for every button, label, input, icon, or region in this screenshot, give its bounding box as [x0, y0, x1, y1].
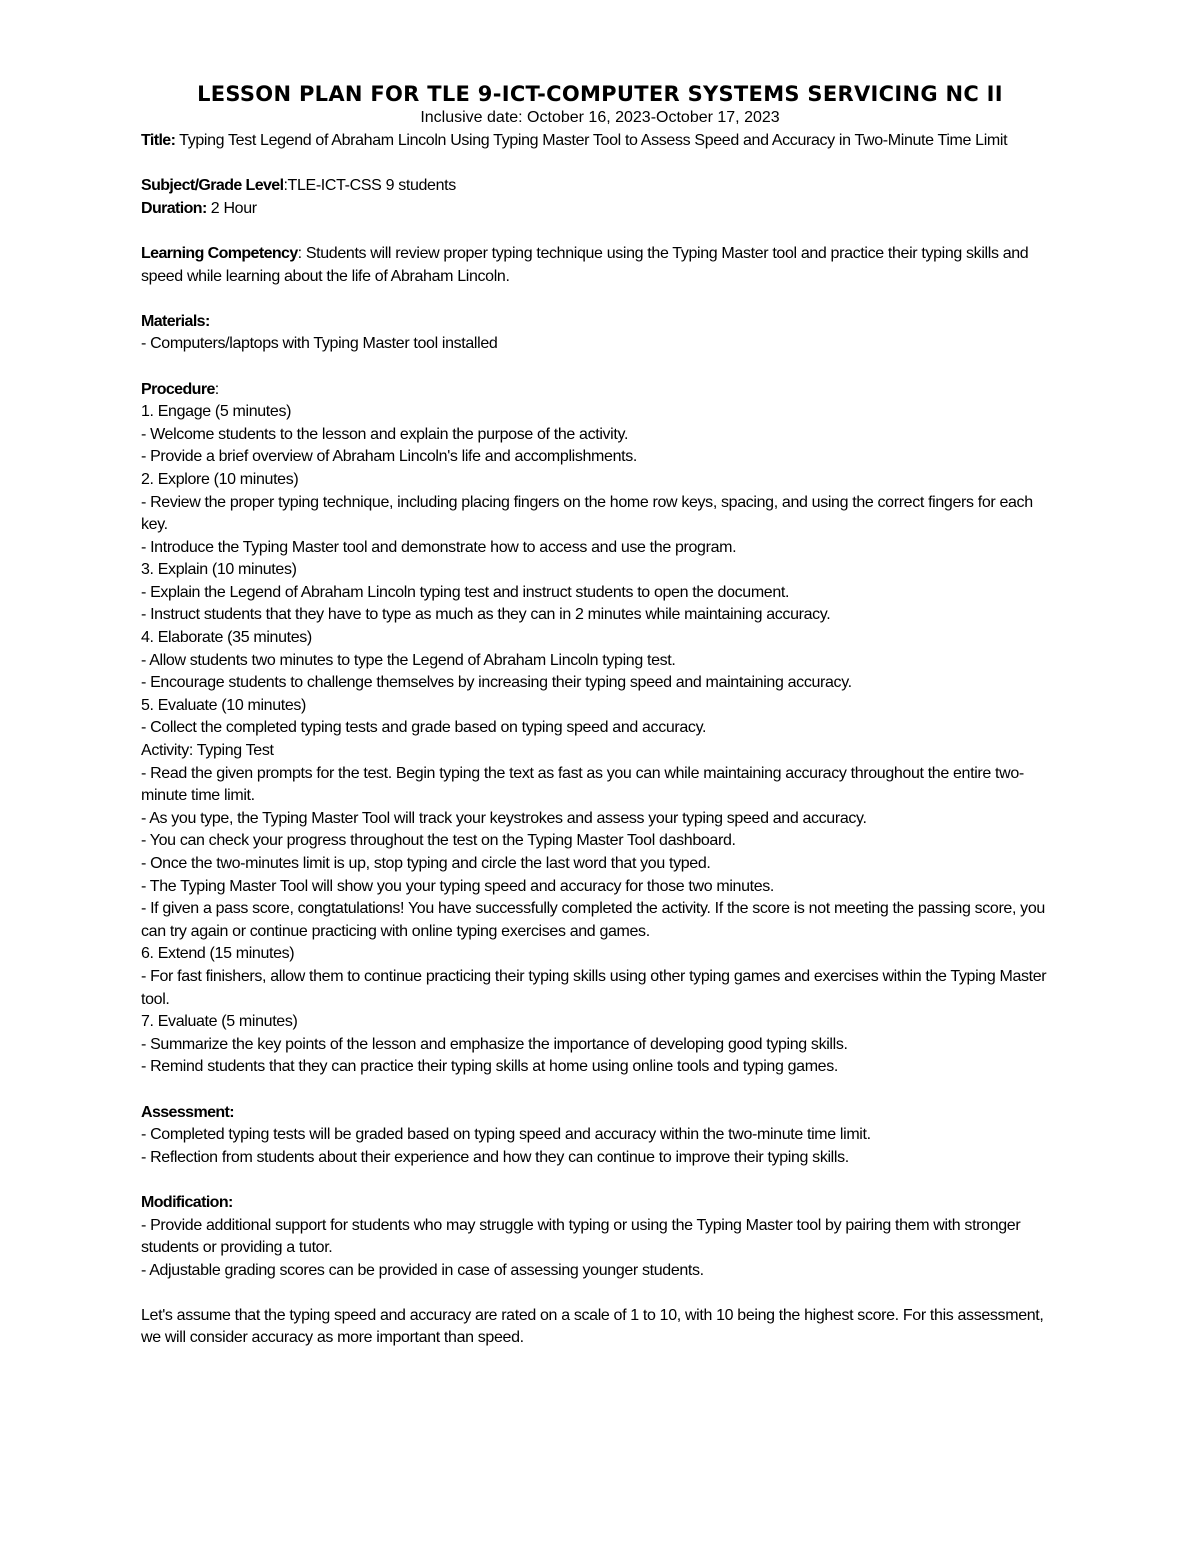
- procedure-line: - Explain the Legend of Abraham Lincoln typing test and instruct students to open the document.: [141, 583, 790, 601]
- procedure-label: Procedure: [141, 380, 215, 398]
- modification-line: - Adjustable grading scores can be provided in case of assessing younger students.: [141, 1261, 704, 1279]
- assessment-heading: Assessment:: [141, 1103, 235, 1121]
- assessment-line: - Reflection from students about their experience and how they can continue to improve their typing skills.: [141, 1148, 849, 1166]
- subject-line: [141, 175, 1056, 198]
- procedure-line: - Remind students that they can practice their typing skills at home using online tools and typing games.: [141, 1058, 838, 1076]
- procedure-line: - Read the given prompts for the test. Begin typing the text as fast as you can while maintaining accuracy throughout the entire two-minute time limit.: [141, 764, 1024, 805]
- procedure-line: - Summarize the key points of the lesson and emphasize the importance of developing good typing skills.: [141, 1035, 848, 1053]
- duration-value: 2 Hour: [206, 199, 257, 217]
- materials-item: - Computers/laptops with Typing Master tool installed: [141, 335, 498, 353]
- title-value: Typing Test Legend of Abraham Lincoln Using Typing Master Tool to Assess Speed and Accuracy in Two-Minute Time Limit: [175, 132, 1008, 149]
- closing-paragraph: Let's assume that the typing speed and accuracy are rated on a scale of 1 to 10, with 10 being the highest score. For this assessment, we will consider accuracy as more important than speed.: [141, 1306, 1048, 1347]
- procedure-line: 3. Explain (10 minutes): [141, 561, 297, 579]
- procedure-line: - As you type, the Typing Master Tool will track your keystrokes and assess your typing speed and accuracy.: [141, 809, 867, 827]
- spacer: [141, 1079, 1056, 1102]
- spacer: [141, 356, 1056, 379]
- procedure-line: 5. Evaluate (10 minutes): [141, 696, 307, 714]
- procedure-line: 1. Engage (5 minutes): [141, 403, 292, 421]
- modification-heading: Modification:: [141, 1193, 233, 1211]
- spacer: [141, 288, 1056, 311]
- lesson-title-line: [141, 130, 1056, 153]
- duration-label: Duration:: [141, 199, 207, 217]
- procedure-line: - You can check your progress throughout the test on the Typing Master Tool dashboard.: [141, 832, 736, 850]
- spacer: [141, 220, 1056, 243]
- document-body: [141, 130, 1056, 1350]
- spacer: [141, 1282, 1056, 1305]
- procedure-line: - Welcome students to the lesson and explain the purpose of the activity.: [141, 425, 629, 443]
- duration-line: [141, 198, 1056, 221]
- procedure-line: - Introduce the Typing Master tool and demonstrate how to access and use the program.: [141, 538, 737, 556]
- procedure-line: - Review the proper typing technique, including placing fingers on the home row keys, spacing, and using the correct fingers for each key.: [141, 493, 1037, 534]
- materials-heading: Materials:: [141, 312, 210, 330]
- spacer: [141, 1169, 1056, 1192]
- page-title: LESSON PLAN FOR TLE 9-ICT-COMPUTER SYSTEMS SERVICING NC II: [197, 82, 1003, 106]
- inclusive-date: Inclusive date: October 16, 2023-October 17, 2023: [420, 109, 780, 126]
- competency-line: [141, 243, 1056, 288]
- procedure-heading: [141, 379, 1056, 402]
- spacer: [141, 153, 1056, 176]
- modification-line: - Provide additional support for students who may struggle with typing or using the Typing Master tool by pairing them with stronger students or providing a tutor.: [141, 1216, 1025, 1257]
- procedure-line: - Provide a brief overview of Abraham Lincoln's life and accomplishments.: [141, 448, 637, 466]
- procedure-line: - Encourage students to challenge themselves by increasing their typing speed and maintaining accuracy.: [141, 674, 852, 692]
- procedure-line: - If given a pass score, congtatulations! You have successfully completed the activity. If the score is not meeting the passing score, you can try again or continue practicing with online typing exercises and games.: [141, 900, 1050, 940]
- procedure-line: - Collect the completed typing tests and grade based on typing speed and accuracy.: [141, 719, 707, 737]
- procedure-line: 7. Evaluate (5 minutes): [141, 1013, 298, 1031]
- procedure-line: Activity: Typing Test: [141, 742, 274, 760]
- procedure-line: - Instruct students that they have to type as much as they can in 2 minutes while maintaining accuracy.: [141, 606, 831, 624]
- competency-label: Learning Competency: [141, 244, 298, 262]
- procedure-line: 2. Explore (10 minutes): [141, 470, 299, 488]
- procedure-line: - The Typing Master Tool will show you your typing speed and accuracy for those two minutes.: [141, 877, 775, 895]
- procedure-line: 6. Extend (15 minutes): [141, 945, 295, 963]
- procedure-line: - Allow students two minutes to type the Legend of Abraham Lincoln typing test.: [141, 651, 676, 669]
- procedure-line: - For fast finishers, allow them to continue practicing their typing skills using other typing games and exercises within the Typing Master tool.: [141, 967, 1051, 1008]
- procedure-line: - Once the two-minutes limit is up, stop typing and circle the last word that you typed.: [141, 855, 711, 872]
- subject-value: :TLE-ICT-CSS 9 students: [283, 177, 456, 195]
- competency-text: : Students will review proper typing technique using the Typing Master tool and practice their typing skills and speed while learning about the life of Abraham Lincoln.: [141, 244, 1033, 285]
- procedure-label-suffix: :: [214, 380, 219, 398]
- procedure-line: 4. Elaborate (35 minutes): [141, 629, 312, 647]
- assessment-line: - Completed typing tests will be graded based on typing speed and accuracy within the two-minute time limit.: [141, 1126, 871, 1144]
- subject-label: Subject/Grade Level: [141, 177, 284, 195]
- title-label: Title:: [141, 132, 176, 149]
